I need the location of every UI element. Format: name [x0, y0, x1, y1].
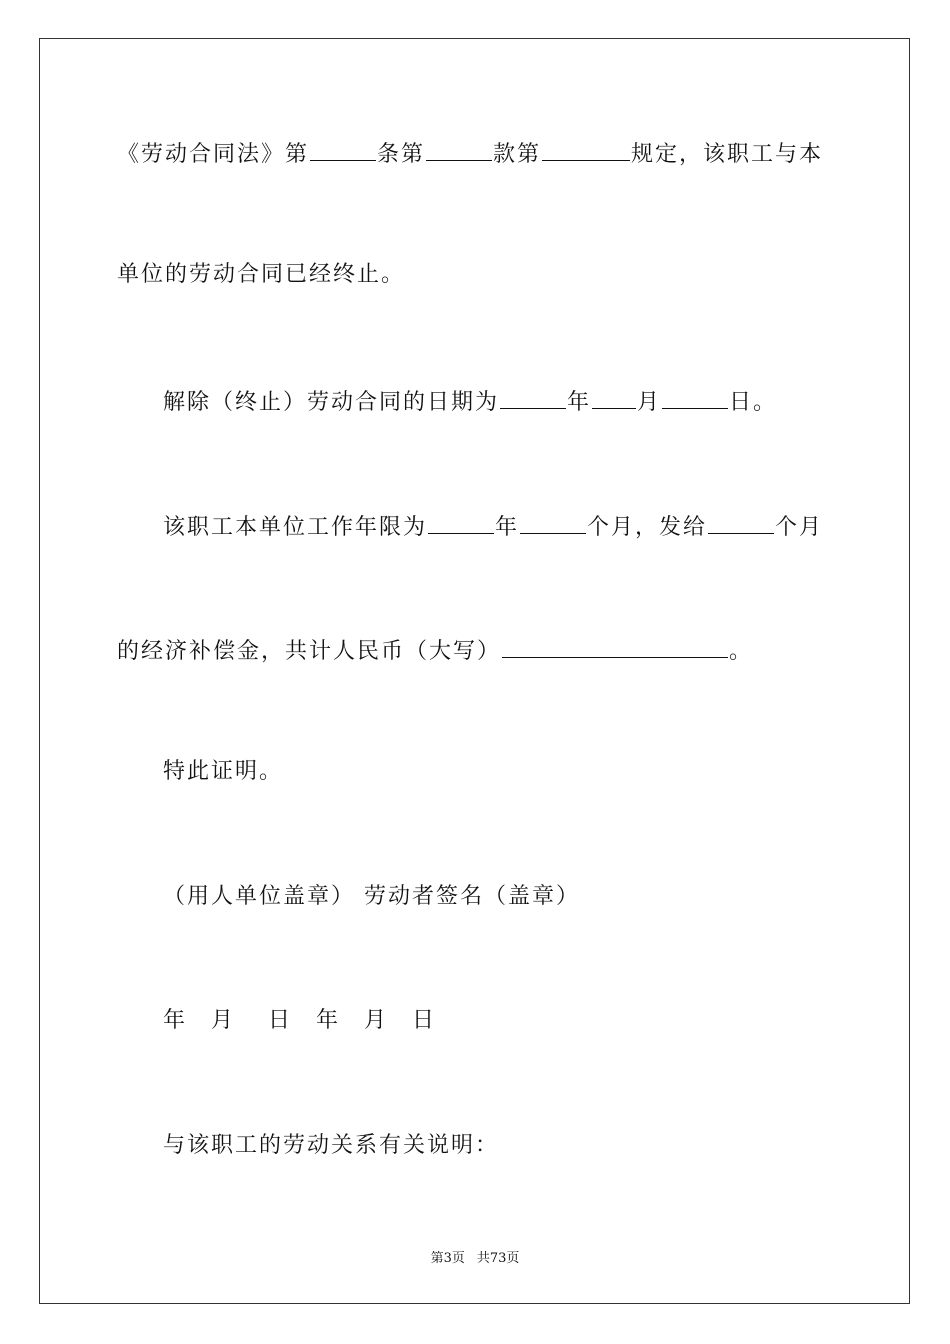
text-compensation-amount: 的经济补偿金，共计人民币（大写） [117, 639, 502, 664]
text-clause: 款第 [493, 142, 542, 167]
paragraph-line-6 [163, 757, 283, 787]
paragraph-line-5 [117, 633, 753, 667]
text-provision: 规定，该职工与本 [631, 142, 824, 167]
blank-compensation-months [708, 509, 774, 534]
text-relation-notes: 与该职工的劳动关系有关说明： [163, 1133, 500, 1158]
text-contract-terminated: 单位的劳动合同已经终止。 [117, 262, 406, 287]
text-work-years: 该职工本单位工作年限为 [163, 515, 428, 540]
page-border [39, 38, 910, 1304]
paragraph-line-4 [163, 509, 823, 543]
blank-work-years [428, 509, 494, 534]
text-termination-date: 解除（终止）劳动合同的日期为 [163, 390, 500, 415]
page-total: 共73页 [476, 1251, 520, 1266]
paragraph-line-9 [163, 1131, 499, 1161]
text-article: 条第 [377, 142, 426, 167]
text-months-issue: 个月，发给 [587, 515, 708, 540]
blank-item [542, 136, 630, 161]
blank-clause [426, 136, 492, 161]
blank-month [592, 384, 636, 409]
paragraph-line-1 [117, 136, 823, 170]
blank-article [310, 136, 376, 161]
blank-year [500, 384, 566, 409]
text-signatures: （用人单位盖章） 劳动者签名（盖章） [163, 884, 580, 909]
text-years: 年 [495, 515, 520, 540]
text-dates: 年 月 日 年 月 日 [163, 1008, 436, 1033]
text-year: 年 [567, 390, 592, 415]
blank-work-months [520, 509, 586, 534]
blank-amount-uppercase [502, 633, 728, 658]
text-month: 月 [637, 390, 662, 415]
text-law-reference: 《劳动合同法》第 [117, 142, 310, 167]
blank-day [662, 384, 728, 409]
text-hereby-certify: 特此证明。 [163, 759, 284, 784]
text-period: 。 [729, 639, 754, 664]
page-number: 第3页 [430, 1251, 465, 1266]
paragraph-line-3 [163, 384, 777, 418]
paragraph-line-2 [117, 260, 405, 290]
text-day: 日。 [729, 390, 778, 415]
text-months: 个月 [775, 515, 824, 540]
paragraph-line-8 [163, 1006, 436, 1036]
paragraph-line-7 [163, 882, 580, 912]
page-footer [0, 1247, 950, 1266]
